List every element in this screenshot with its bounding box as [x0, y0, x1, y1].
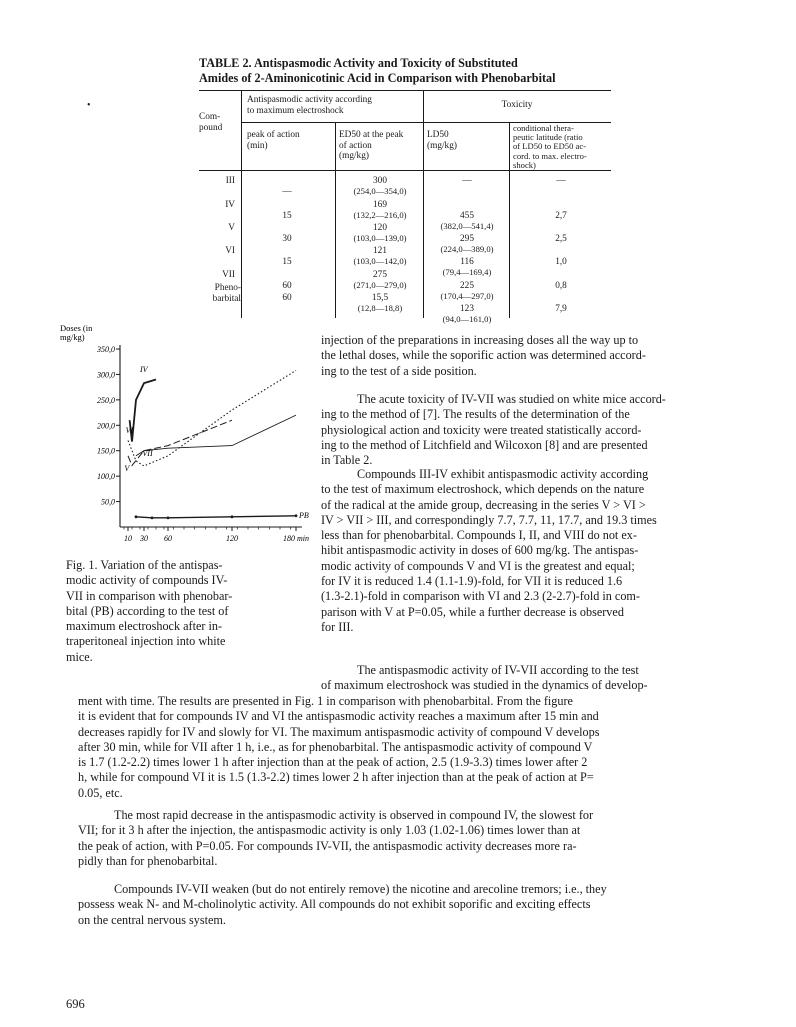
paragraph-p3 — [321, 467, 731, 635]
y-axis-label: Doses (in — [60, 323, 93, 333]
table-cell-latitude: — — [556, 176, 566, 186]
y-tick-label: 350,0 — [97, 345, 115, 354]
text-line: it is evident that for compounds IV and VI the antispasmodic activity reaches a maximum after 15 min and — [78, 709, 599, 724]
text-line: Fig. 1. Variation of the antispas- — [66, 558, 223, 572]
text-line: for III. — [321, 619, 354, 634]
table-cell-ed50: 275 — [373, 270, 387, 280]
text-line: the lethal doses, while the soporific action was determined accord- — [321, 348, 646, 363]
series-line-iv — [130, 380, 156, 442]
series-line-vi — [125, 420, 232, 465]
text-line: IV > VII > III, and correspondingly 7.7, 7.7, 11, 17.7, and 19.3 times — [321, 512, 657, 527]
text-line: parison with V at P=0.05, while a further decrease is observed — [321, 604, 624, 619]
text-line: after 30 min, while for VII after 1 h, i.e., as for phenobarbital. The antispasmodic activity of compound V — [78, 739, 593, 754]
series-line-v — [125, 370, 296, 466]
paragraph-p1 — [321, 333, 731, 379]
table-title-line: Amides of 2-Aminonicotinic Acid in Comparison with Phenobarbital — [199, 71, 556, 85]
table-col-divider — [509, 122, 510, 318]
text-line: VII in comparison with phenobar- — [66, 588, 233, 603]
table-cell-ed50: 300 — [373, 176, 387, 186]
text-line: Compounds IV-VII weaken (but do not entirely remove) the nicotine and arecoline tremors; i.e., they — [114, 882, 607, 896]
table-cell-peak: 60 — [282, 281, 292, 291]
table-cell-ld50: — — [462, 176, 472, 186]
text-line: the peak of action, with P=0.05. For compounds IV-VII, the antispasmodic activity decreases more ra- — [78, 838, 577, 853]
table-cell-ld50-ci: (94,0—161,0) — [442, 314, 492, 324]
text-line: maximum electroshock after in- — [66, 619, 223, 634]
header-antispasmodic: Antispasmodic activity according to maximum electroshock — [247, 95, 372, 116]
text-line: to the test of maximum electroshock, which depends on the nature — [321, 482, 645, 497]
table-cell-ld50: 225 — [460, 281, 474, 291]
paragraph-p5 — [78, 808, 730, 869]
x-tick-label: 30 — [140, 534, 148, 543]
text-line: bital (PB) according to the test of — [66, 603, 229, 618]
table-cell-ed50-ci: (12,8—18,8) — [357, 303, 403, 313]
header-toxicity: Toxicity — [501, 100, 533, 110]
table-cell-peak: 30 — [282, 234, 292, 244]
table-cell-ed50-ci: (103,0—139,0) — [353, 233, 407, 243]
series-point-pb — [231, 515, 234, 518]
margin-mark: • — [87, 100, 91, 111]
table-cell-compound: VI — [225, 246, 235, 256]
table-header-rule — [199, 170, 611, 171]
table-col-divider — [241, 90, 242, 318]
series-point-pb — [167, 516, 170, 519]
text-line: modic activity of compounds IV- — [66, 573, 228, 588]
table-cell-compound: Pheno- barbital — [212, 283, 241, 304]
table-title-line: TABLE 2. Antispasmodic Activity and Toxicity of Substituted — [199, 56, 518, 70]
text-line: decreases rapidly for IV and slowly for VI. The maximum antispasmodic activity of compound V develops — [78, 724, 600, 739]
curve-label-v: V — [124, 464, 130, 474]
table-top-rule — [199, 90, 611, 91]
table-cell-ld50-ci: (224,0—389,0) — [440, 244, 494, 254]
table-cell-ed50-ci: (271,0—279,0) — [353, 280, 407, 290]
chart-series — [125, 370, 297, 519]
table-cell-ld50-ci: (79,4—169,4) — [442, 267, 492, 277]
text-line: Compounds III-IV exhibit antispasmodic activity according — [357, 467, 649, 481]
curve-label-iv: IV — [140, 364, 148, 374]
table-cell-ld50: 116 — [460, 257, 474, 267]
table-cell-ld50-ci: (382,0—541,4) — [440, 221, 494, 231]
chart-labels — [60, 323, 309, 543]
table-cell-peak: — — [282, 187, 292, 197]
text-line: possess weak N- and M-cholinolytic activity. All compounds do not exhibit soporific and exciting effects — [78, 897, 591, 912]
table-cell-latitude: 2,5 — [555, 234, 567, 244]
table-cell-ld50: 455 — [460, 211, 474, 221]
text-line: of maximum electroshock was studied in the dynamics of develop- — [321, 678, 648, 693]
text-line: modic activity of compounds V and VI is the greatest and equal; — [321, 558, 635, 573]
y-tick-label: 300,0 — [97, 370, 115, 380]
table-col-divider — [335, 122, 336, 318]
text-line: ing to the method of [7]. The results of the determination of the — [321, 407, 630, 422]
curve-label-vii: VII — [142, 448, 153, 458]
table-cell-compound: IV — [225, 200, 235, 210]
header-ed50: ED50 at the peak of action (mg/kg) — [339, 130, 404, 161]
y-tick-label: 50,0 — [101, 497, 115, 507]
table-cell-latitude: 1,0 — [555, 257, 567, 267]
text-line: (1.3-2.1)-fold in comparison with VI and 2.3 (2-2.7)-fold in com- — [321, 589, 640, 604]
text-line: on the central nervous system. — [78, 912, 226, 927]
x-tick-label: 180 min — [283, 534, 309, 543]
text-line: The antispasmodic activity of IV-VII according to the test — [357, 663, 639, 677]
table-cell-peak: 15 — [282, 257, 292, 267]
text-line: pidly than for phenobarbital. — [78, 853, 218, 868]
table-cell-ed50-ci: (254,0—354,0) — [353, 186, 407, 196]
table-cell-ed50-ci: (103,0—142,0) — [353, 256, 407, 266]
text-line: ing to the test of a side position. — [321, 363, 477, 378]
text-line: 0.05, etc. — [78, 785, 123, 800]
text-line: for IV it is reduced 1.4 (1.1-1.9)-fold, for VII it is reduced 1.6 — [321, 574, 623, 589]
text-line: The acute toxicity of IV-VII was studied on white mice accord- — [357, 392, 666, 406]
header-peak: peak of action (min) — [247, 130, 300, 151]
text-line: traperitoneal injection into white — [66, 634, 226, 649]
table-cell-compound: III — [225, 176, 235, 186]
table-cell-latitude: 2,7 — [555, 211, 567, 221]
table-cell-ld50: 123 — [460, 304, 474, 314]
text-line: is 1.7 (1.2-2.2) times lower 1 h after injection than at the peak of action, 2.5 (1.9-3.3) times lower after 2 — [78, 755, 588, 770]
text-line: The most rapid decrease in the antispasmodic activity is observed in compound IV, the slowest for — [114, 808, 594, 822]
page-number: 696 — [66, 997, 85, 1011]
header-ld50: LD50 (mg/kg) — [427, 130, 457, 151]
table-cell-ed50-ci: (132,2—216,0) — [353, 210, 407, 220]
text-line: hibit antispasmodic activity in doses of 600 mg/kg. The antispas- — [321, 543, 639, 558]
paragraph-p6 — [78, 882, 730, 928]
text-line: injection of the preparations in increasing doses all the way up to — [321, 333, 639, 347]
table-cell-latitude: 0,8 — [555, 281, 567, 291]
text-line: ment with time. The results are presented in Fig. 1 in comparison with phenobarbital. From the figure — [78, 694, 573, 708]
table-title — [199, 56, 639, 86]
text-line: ing to the method of Litchfield and Wilcoxon [8] and are presented — [321, 437, 648, 452]
curve-label-vi: VI — [125, 425, 134, 435]
table-cell-latitude: 7,9 — [555, 304, 567, 314]
x-tick-label: 10 — [124, 534, 132, 543]
x-tick-label: 60 — [164, 534, 172, 543]
text-line: mice. — [66, 649, 93, 664]
data-table — [199, 90, 611, 324]
table-cell-ed50: 169 — [373, 200, 387, 210]
table-cell-compound: VII — [222, 270, 235, 280]
table-cell-ld50-ci: (170,4—297,0) — [440, 291, 494, 301]
paragraph-p2 — [321, 392, 731, 468]
table-col-divider — [423, 90, 424, 318]
y-tick-label: 100,0 — [97, 472, 115, 482]
figure-caption — [66, 558, 286, 665]
curve-label-pb: PB — [299, 510, 309, 520]
table-cell-peak: 60 — [282, 293, 292, 303]
text-line: VII; for it 3 h after the injection, the antispasmodic activity is only 1.03 (1.02-1.06) times lower than at — [78, 823, 581, 838]
text-line: physiological action and toxicity were treated statistically accord- — [321, 422, 642, 437]
y-tick-label: 150,0 — [97, 446, 115, 456]
text-line: in Table 2. — [321, 453, 373, 468]
y-tick-label: 200,0 — [97, 421, 115, 431]
table-cell-peak: 15 — [282, 211, 292, 221]
table-cell-ed50: 121 — [373, 246, 387, 256]
series-line-vii — [136, 415, 296, 456]
series-line-pb — [136, 516, 296, 518]
x-tick-label: 120 — [226, 534, 238, 543]
y-axis-label: mg/kg) — [60, 332, 85, 342]
series-point-pb — [135, 515, 138, 518]
text-line: less than for phenobarbital. Compounds I, II, and VIII do not ex- — [321, 528, 637, 543]
paragraph-p4-cont — [78, 694, 730, 801]
text-line: of the radical at the amide group, decreasing in the series V > VI > — [321, 497, 646, 512]
table-cell-ld50: 295 — [460, 234, 474, 244]
series-point-pb — [295, 514, 298, 517]
table-cell-ed50: 15,5 — [371, 293, 389, 303]
header-latitude: conditional thera- peutic latitude (ratio of LD50 to ED50 ac- cord. to max. electro- shock) — [513, 123, 587, 170]
figure-chart — [58, 322, 310, 550]
y-tick-label: 250,0 — [97, 395, 115, 405]
header-compound: Com- pound — [199, 112, 223, 133]
series-point-pb — [151, 516, 154, 519]
table-cell-compound: V — [228, 223, 235, 233]
text-line: h, while for compound VI it is 1.5 (1.3-2.2) times lower 2 h after injection than at the peak of action at P= — [78, 770, 594, 785]
paragraph-p4-start — [321, 663, 731, 694]
table-cell-ed50: 120 — [373, 223, 387, 233]
